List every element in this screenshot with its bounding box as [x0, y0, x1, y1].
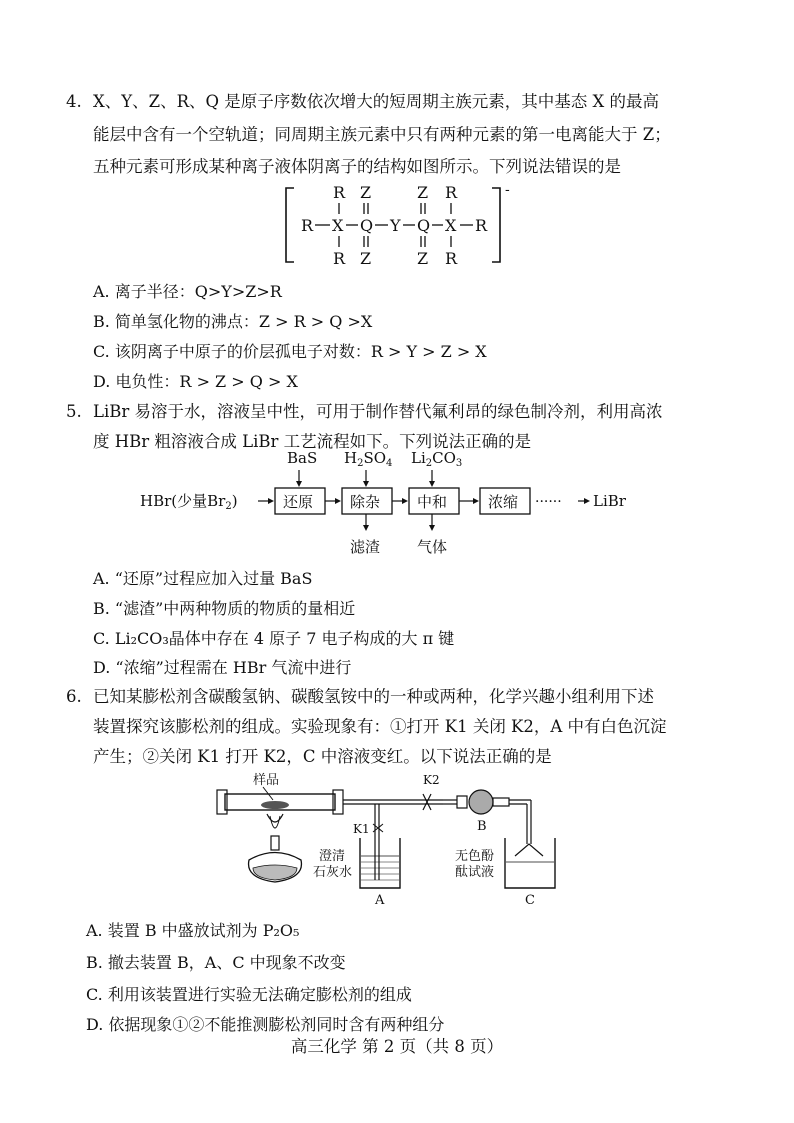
label-a: A	[375, 893, 385, 908]
flow-product: LiBr	[593, 492, 626, 510]
flow-dots: ······	[535, 494, 562, 510]
atom-z-top-1: Z	[360, 183, 372, 202]
reagent-h2so4: $H_2SO_4$	[344, 449, 393, 469]
step-purify: 除杂	[350, 493, 381, 511]
flow-start: HBr(少量$Br_2$)	[140, 492, 238, 512]
q4-stem-line-3: 五种元素可形成某种离子液体阴离子的结构如图所示。下列说法错误的是	[93, 157, 621, 176]
output-gas: 气体	[417, 538, 448, 556]
label-sample: 样品	[253, 773, 280, 788]
q6-stem-line-3: 产生；②关闭 K1 打开 K2，C 中溶液变红。以下说法正确的是	[93, 747, 552, 766]
atom-q-1: Q	[360, 216, 374, 235]
atom-z-bottom-2: Z	[417, 249, 429, 268]
q5-option-b: B. “滤渣”中两种物质的物质的量相近	[93, 599, 356, 618]
label-phenol-2: 酞试液	[455, 865, 495, 880]
atom-r-bottom-2: R	[445, 249, 458, 268]
q5-option-c: C. Li₂CO₃晶体中存在 4 原子 7 电子构成的大 π 键	[93, 629, 455, 648]
atom-r-bottom-1: R	[333, 249, 346, 268]
atom-x-2: X	[445, 216, 457, 235]
page-footer: 高三化学 第 2 页（共 8 页）	[290, 1037, 504, 1056]
q6-option-d: D. 依据现象①②不能推测膨松剂同时含有两种组分	[86, 1015, 445, 1034]
step-reduce: 还原	[283, 493, 314, 511]
q4-stem-line-2: 能层中含有一个空轨道；同周期主族元素中只有两种元素的第一电离能大于 Z；	[93, 125, 671, 144]
label-limewater-2: 石灰水	[313, 865, 353, 880]
label-b: B	[477, 819, 487, 834]
label-k2: K2	[423, 773, 440, 787]
q6-option-c: C. 利用该装置进行实验无法确定膨松剂的组成	[86, 985, 412, 1004]
q4-option-c: C. 该阴离子中原子的价层孤电子对数：R > Y > Z > X	[93, 342, 487, 361]
q4-number: 4.	[66, 92, 82, 111]
atom-r-left: R	[301, 216, 314, 235]
atom-r-top-1: R	[333, 183, 346, 202]
reagent-li2co3: $Li_2CO_3$	[411, 449, 463, 469]
q5-flow-diagram	[140, 448, 660, 560]
atom-q-2: Q	[417, 216, 431, 235]
q6-stem-line-2: 装置探究该膨松剂的组成。实验现象有：①打开 K1 关闭 K2，A 中有白色沉淀	[93, 717, 667, 736]
q4-structure-diagram	[280, 176, 520, 276]
atom-z-top-2: Z	[417, 183, 429, 202]
step-neutralize: 中和	[417, 493, 448, 511]
label-c: C	[525, 893, 535, 908]
q5-stem-line-1: LiBr 易溶于水，溶液呈中性，可用于制作替代氟利昂的绿色制冷剂，利用高浓	[93, 402, 663, 421]
output-residue: 滤渣	[350, 538, 381, 556]
atom-y: Y	[390, 216, 401, 235]
label-phenol-1: 无色酚	[455, 849, 495, 864]
q5-option-a: A. “还原”过程应加入过量 BaS	[93, 569, 313, 588]
q6-option-b: B. 撤去装置 B，A、C 中现象不改变	[86, 953, 346, 972]
q5-stem-line-2: 度 HBr 粗溶液合成 LiBr 工艺流程如下。下列说法正确的是	[93, 432, 532, 451]
q4-stem-line-1: X、Y、Z、R、Q 是原子序数依次增大的短周期主族元素，其中基态 X 的最高	[93, 92, 660, 111]
q6-stem-line-1: 已知某膨松剂含碳酸氢钠、碳酸氢铵中的一种或两种，化学兴趣小组利用下述	[93, 687, 654, 706]
q6-option-a: A. 装置 B 中盛放试剂为 P₂O₅	[86, 921, 300, 940]
atom-x-1: X	[332, 216, 344, 235]
q5-number: 5.	[66, 402, 82, 421]
q4-option-a: A. 离子半径：Q>Y>Z>R	[93, 282, 282, 301]
label-limewater-1: 澄清	[319, 849, 346, 864]
q4-option-d: D. 电负性：R > Z > Q > X	[93, 372, 298, 391]
atom-r-top-2: R	[445, 183, 458, 202]
q6-apparatus-diagram	[215, 770, 575, 910]
label-k1: K1	[353, 822, 370, 836]
reagent-bas: BaS	[287, 449, 318, 467]
step-concentrate: 浓缩	[488, 493, 519, 511]
q6-number: 6.	[66, 687, 82, 706]
atom-r-right: R	[475, 216, 488, 235]
charge-sign: -	[505, 182, 510, 198]
atom-z-bottom-1: Z	[360, 249, 372, 268]
q4-option-b: B. 简单氢化物的沸点：Z > R > Q >X	[93, 312, 373, 331]
q5-option-d: D. “浓缩”过程需在 HBr 气流中进行	[93, 658, 352, 677]
